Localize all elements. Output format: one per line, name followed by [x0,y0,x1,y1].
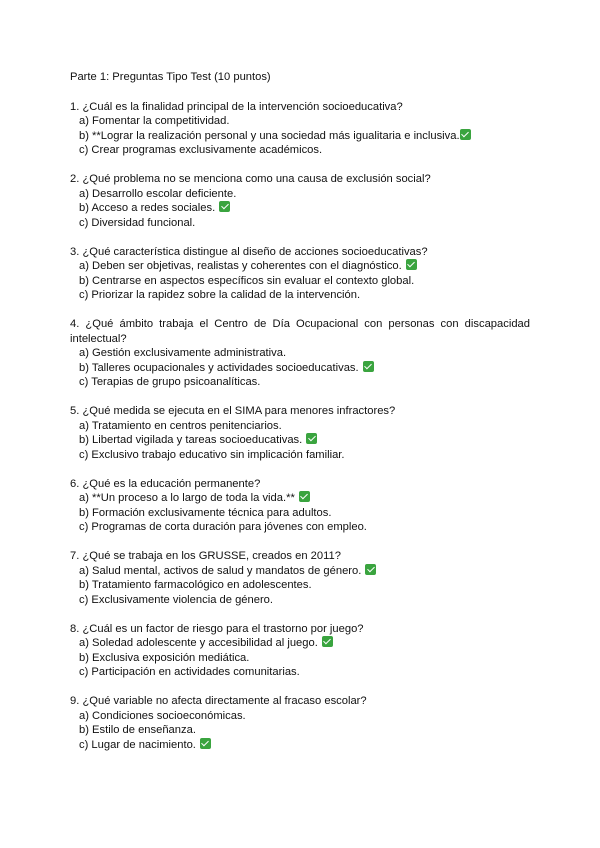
answer-option-text: a) Gestión exclusivamente administrativa. [79,347,287,359]
answer-option-text: b) Formación exclusivamente técnica para adultos. [79,506,332,519]
check-mark-icon [200,738,211,749]
answer-option-text: b) Tratamiento farmacológico en adolescentes. [79,579,312,591]
question-text: 9. ¿Qué variable no afecta directamente al fracaso escolar? [70,695,367,707]
question-text: 2. ¿Qué problema no se menciona como una causa de exclusión social? [70,173,431,185]
question-text: 6. ¿Qué es la educación permanente? [70,477,261,490]
answer-option-text: c) Exclusivamente violencia de género. [79,593,274,606]
answer-option [79,259,530,274]
answer-option-text: c) Programas de corta duración para jóvenes con empleo. [79,521,367,533]
answer-option [79,506,530,521]
answer-option-text: b) Talleres ocupacionales y actividades socioeducativas. [79,361,359,374]
option-list [70,259,530,303]
answer-option [79,361,530,376]
answer-option [79,578,530,593]
answer-option [79,129,530,144]
answer-option [79,593,530,608]
answer-option-text: c) Exclusivo trabajo educativo sin implicación familiar. [79,448,345,461]
answer-option-text: c) Participación en actividades comunitarias. [79,666,300,678]
answer-option [79,288,530,303]
check-mark-icon [306,433,317,444]
answer-option [79,274,530,289]
answer-option [79,114,530,129]
answer-option-text: b) Estilo de enseñanza. [79,724,196,736]
answer-option [79,201,530,216]
question-4 [70,317,530,390]
answer-option [79,375,530,390]
check-mark-icon [322,636,333,647]
check-mark-icon [219,201,230,212]
check-mark-icon [460,129,471,140]
answer-option [79,738,530,753]
answer-option-text: a) Desarrollo escolar deficiente. [79,187,237,200]
option-list [70,114,530,158]
question-6 [70,477,530,535]
answer-option [79,448,530,463]
answer-option [79,491,530,506]
check-mark-icon [299,491,310,502]
answer-option-text: b) **Lograr la realización personal y una sociedad más igualitaria e inclusiva. [79,129,460,142]
answer-option [79,419,530,434]
page-title: Parte 1: Preguntas Tipo Test (10 puntos) [70,71,271,83]
question-text: 5. ¿Qué medida se ejecuta en el SIMA para menores infractores? [70,405,396,417]
answer-option-text: b) Centrarse en aspectos específicos sin evaluar el contexto global. [79,274,415,287]
answer-option [79,187,530,202]
answer-option-text: a) Soledad adolescente y accesibilidad al juego. [79,637,318,649]
document-page [70,70,530,767]
question-1 [70,100,530,158]
option-list [70,346,530,390]
answer-option [79,709,530,724]
answer-option [79,433,530,448]
question-text: 4. ¿Qué ámbito trabaja el Centro de Día Ocupacional con personas con discapacidad intelectual? [70,318,530,345]
answer-option [79,143,530,158]
question-list [70,100,530,753]
answer-option-text: a) Condiciones socioeconómicas. [79,709,246,722]
answer-option [79,346,530,361]
option-list [70,419,530,463]
answer-option [79,564,530,579]
answer-option-text: b) Acceso a redes sociales. [79,202,216,214]
question-text: 1. ¿Cuál es la finalidad principal de la intervención socioeducativa? [70,100,403,113]
question-2 [70,172,530,230]
question-3 [70,245,530,303]
question-text: 3. ¿Qué característica distingue al diseño de acciones socioeducativas? [70,245,428,258]
option-list [70,564,530,608]
answer-option-text: c) Diversidad funcional. [79,216,196,229]
option-list [70,491,530,535]
answer-option [79,216,530,231]
check-mark-icon [406,259,417,270]
answer-option [79,520,530,535]
answer-option [79,665,530,680]
option-list [70,636,530,680]
check-mark-icon [363,361,374,372]
answer-option-text: b) Libertad vigilada y tareas socioeducativas. [79,434,303,446]
answer-option [79,723,530,738]
option-list [70,187,530,231]
answer-option-text: c) Crear programas exclusivamente académicos. [79,144,323,156]
answer-option [79,636,530,651]
question-text: 7. ¿Qué se trabaja en los GRUSSE, creados en 2011? [70,550,341,562]
answer-option-text: c) Lugar de nacimiento. [79,738,196,751]
check-mark-icon [365,564,376,575]
answer-option [79,651,530,666]
question-5 [70,404,530,462]
answer-option-text: a) Tratamiento en centros penitenciarios. [79,419,282,432]
answer-option-text: a) Salud mental, activos de salud y mandatos de género. [79,564,362,577]
answer-option-text: c) Terapias de grupo psicoanalíticas. [79,376,261,388]
question-8 [70,622,530,680]
question-text: 8. ¿Cuál es un factor de riesgo para el trastorno por juego? [70,622,364,635]
answer-option-text: a) Fomentar la competitividad. [79,115,230,127]
question-7 [70,549,530,607]
answer-option-text: a) Deben ser objetivas, realistas y coherentes con el diagnóstico. [79,260,402,272]
answer-option-text: b) Exclusiva exposición mediática. [79,651,250,664]
answer-option-text: a) **Un proceso a lo largo de toda la vida.** [79,492,295,504]
answer-option-text: c) Priorizar la rapidez sobre la calidad de la intervención. [79,289,361,301]
question-9 [70,694,530,752]
option-list [70,709,530,753]
